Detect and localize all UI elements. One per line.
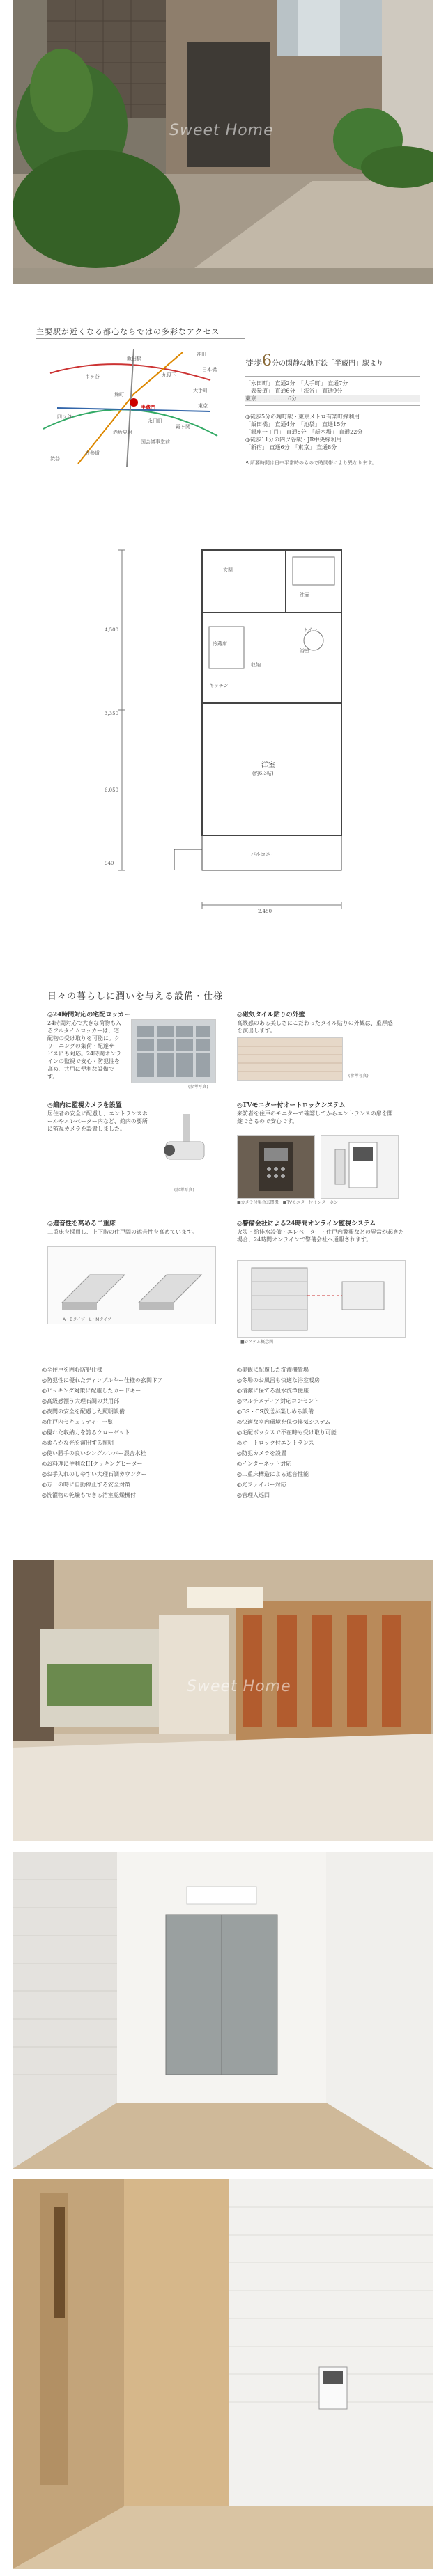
bullet-item: ◎夜間の安全を配慮した照明設備 (42, 1408, 125, 1415)
bullets-left-cont (42, 1438, 223, 1500)
walk-post: 分の閑静な地下鉄「半蔵門」駅より (272, 360, 384, 368)
bullet-item: ◎防犯性に優れたディンプルキー仕様の玄関ドア (42, 1377, 163, 1383)
bullet-item: ◎マルチメディア対応コンセント (237, 1398, 320, 1404)
equip-title: ◎遮音性を高める二重床 (47, 1220, 116, 1227)
dim-label: 6,050 (105, 787, 119, 793)
equip-text: 二重床を採用し、上下階の住戸間の遮音性を高めています。 (47, 1229, 198, 1235)
intercom-monitor-photo (321, 1135, 399, 1199)
access-section (0, 284, 446, 501)
route-line: 「表参道」 直通6分 「渋谷」 直通9分 (245, 388, 343, 394)
bullet-item: ◎防犯カメラを設置 (237, 1450, 286, 1456)
photo-caption: A・Bタイプ L・Mタイプ (63, 1317, 112, 1322)
dim-label: 3,350 (105, 711, 119, 716)
bullet-item: ◎使い勝手の良いシングルレバー混合水栓 (42, 1450, 146, 1456)
bullets-left (42, 1365, 223, 1438)
bullet-item: ◎宅配ボックスで不在時も受け取り可能 (237, 1429, 337, 1436)
photo-caption: ■システム概念図 (240, 1340, 274, 1344)
watermark: Sweet Home (169, 122, 274, 139)
route-line: 「銀座一丁目」 直通8分 「新木場」 直通22分 (245, 429, 363, 435)
intercom-panel-photo (237, 1135, 315, 1199)
map-label: 大手町 (193, 388, 208, 393)
security-diagram (237, 1260, 406, 1338)
access-footnote: ※所要時間は日中平常時のもので時間帯により異なります。 (245, 460, 377, 466)
floor-diagram (47, 1246, 216, 1324)
room-photo (13, 1852, 433, 2169)
camera-photo (159, 1114, 215, 1184)
route-line: 「新宿」 直通6分 「東京」 直通8分 (245, 444, 337, 450)
exterior-photo (13, 0, 433, 284)
bullet-item: ◎万一の時に自動停止する安全対策 (42, 1482, 130, 1488)
bullet-item: ◎光ファイバー対応 (237, 1482, 286, 1488)
map-label: 神田 (197, 352, 206, 357)
equip-text: 高級感のある美しさにこだわったタイル貼りの外観は、重厚感を演出します。 (237, 1020, 393, 1034)
bullet-item: ◎快適な室内環境を保つ換気システム (237, 1419, 331, 1425)
bullet-item: ◎清潔に保てる温水洗浄便座 (237, 1388, 309, 1394)
map-label: 麹町 (114, 392, 124, 398)
bullet-item: ◎BS・CS放送が楽しめる設備 (237, 1408, 314, 1415)
equip-text: 火災・給排水設備・エレベーター・住戸内警報などの異常が起きた場合、24時間オンラインで警備会社へ通報されます。 (237, 1229, 404, 1243)
bullet-item: ◎洗濯物の乾燥もできる浴室乾燥機付 (42, 1492, 136, 1498)
bullet-item: ◎オートロック付エントランス (237, 1440, 314, 1446)
map-label: 国会議事堂前 (141, 439, 170, 445)
room-size: (約6.3帖) (252, 771, 274, 776)
route-extra (245, 413, 420, 451)
room-label: トイレ (303, 627, 318, 633)
bullet-item: ◎柔らかな光を演出する照明 (42, 1440, 114, 1446)
route-line: 「飯田橋」 直通4分 「池袋」 直通15分 (245, 421, 346, 427)
bullets-right-cont (237, 1438, 418, 1500)
walk-minutes: 6 (262, 352, 272, 370)
photo-caption: ■カメラ付集合玄関機 ■TVモニター付インターホン (237, 1200, 338, 1205)
bullet-item: ◎全住戸を囲む防犯仕様 (42, 1367, 102, 1373)
exterior-illustration (13, 0, 433, 284)
room-label: 洗面 (300, 592, 309, 598)
map-label: 半蔵門 (141, 404, 155, 410)
map-label: 九段下 (162, 372, 176, 378)
bullets-right (237, 1365, 418, 1438)
bullet-item: ◎管理人巡回 (237, 1492, 270, 1498)
bullet-item: ◎住戸内セキュリティー一覧 (42, 1419, 114, 1425)
equip-text: 来訪者を住戸のモニターで確認してからエントランスの扉を開錠できるので安心です。 (237, 1110, 393, 1124)
map-label: 飯田橋 (127, 356, 141, 361)
equip-title: ◎警備会社による24時間オンライン監視システム (237, 1220, 376, 1227)
map-label: 日本橋 (202, 367, 217, 372)
equip-text: 居住者の安全に配慮し、エントランスホールやエレベーター内など、館内の要所に監視カメラを設置しました。 (47, 1110, 148, 1132)
equipment-title: 日々の暮らしに潤いを与える設備・仕様 (47, 991, 224, 1002)
bullet-item: ◎お料理に便利なIHクッキングヒーター (42, 1461, 143, 1467)
map-label: 永田町 (148, 418, 162, 424)
room-label: 収納 (251, 662, 261, 668)
bullet-item: ◎冬場のお風呂も快適な浴室暖房 (237, 1377, 320, 1383)
equip-text: 24時間対応で大きな荷物も入るフルタイムロッカーは、宅配物の受け取りを可能に。クリーニングの集荷・配達サービスにも対応。24時間オンラインの監視で安心・防犯性を高め、共用に便利な設備です。 (47, 1020, 122, 1080)
route-line: ◎徒歩11分の四ツ谷駅・JR中央線利用 (245, 437, 342, 443)
floorplan-section (0, 501, 446, 947)
map-label: 東京 (198, 403, 208, 409)
equipment-section (0, 947, 446, 1448)
room-label: 冷蔵庫 (213, 641, 227, 647)
bullet-item: ◎インターネット対応 (237, 1461, 292, 1467)
dim-label: 4,500 (105, 627, 119, 633)
kitchen-photo (13, 2179, 433, 2569)
photo-caption: (参考写真) (188, 1085, 208, 1090)
equip-title: ◎TVモニター付オートロックシステム (237, 1102, 346, 1109)
map-label: 赤坂見附 (113, 430, 132, 435)
bullet-item: ◎高級感漂う大理石調の共用部 (42, 1398, 119, 1404)
bullet-item: ◎優れた収納力を誇るクローゼット (42, 1429, 130, 1436)
bullet-item: ◎二重床構造による遮音性能 (237, 1471, 309, 1477)
room-label: 洋室 (261, 762, 275, 769)
access-title-rule (36, 338, 245, 339)
room-label: 浴室 (300, 648, 309, 654)
route-map-lines (36, 345, 224, 471)
tile-photo (237, 1037, 343, 1081)
walk-headline (245, 352, 383, 370)
dim-label: 2,450 (258, 909, 272, 914)
equip-title: ◎館内に監視カメラを設置 (47, 1102, 122, 1109)
bullet-item: ◎美観に配慮した洗濯機置場 (237, 1367, 309, 1373)
bullet-item: ◎お手入れのしやすい大理石調カウンター (42, 1471, 147, 1477)
map-label: 市ヶ谷 (85, 374, 100, 379)
room-label: キッチン (209, 683, 229, 689)
dim-label: 940 (105, 861, 114, 866)
map-label: 四ツ谷 (57, 414, 72, 420)
room-label: 玄関 (223, 567, 233, 573)
route-map (36, 345, 224, 471)
photo-caption: (参考写真) (174, 1188, 194, 1193)
map-label: 渋谷 (50, 456, 60, 462)
photo-caption: (参考写真) (348, 1074, 369, 1078)
walk-pre: 徒歩 (245, 358, 263, 368)
watermark: Sweet Home (187, 1678, 291, 1695)
map-label: 表参道 (85, 450, 100, 456)
equip-title: ◎24時間対応の宅配ロッカー (47, 1012, 131, 1019)
access-title: 主要駅が近くなる都心ならではの多彩なアクセス (36, 327, 220, 336)
route-line: ◎徒歩5分の麹町駅・東京メトロ有楽町線利用 (245, 414, 360, 420)
equip-title: ◎磁気タイル貼りの外壁 (237, 1012, 305, 1019)
map-label: 霞ヶ関 (176, 424, 190, 430)
locker-photo (131, 1019, 216, 1083)
bullet-item: ◎ピッキング対策に配慮したカードキー (42, 1388, 141, 1394)
route-line: 東京 …………… 6分 (245, 395, 420, 402)
route-line: 「永田町」 直通2分 「大手町」 直通7分 (245, 380, 348, 386)
lobby-photo (13, 1560, 433, 1841)
route-box (245, 376, 420, 406)
balcony-label: バルコニー (251, 851, 275, 857)
